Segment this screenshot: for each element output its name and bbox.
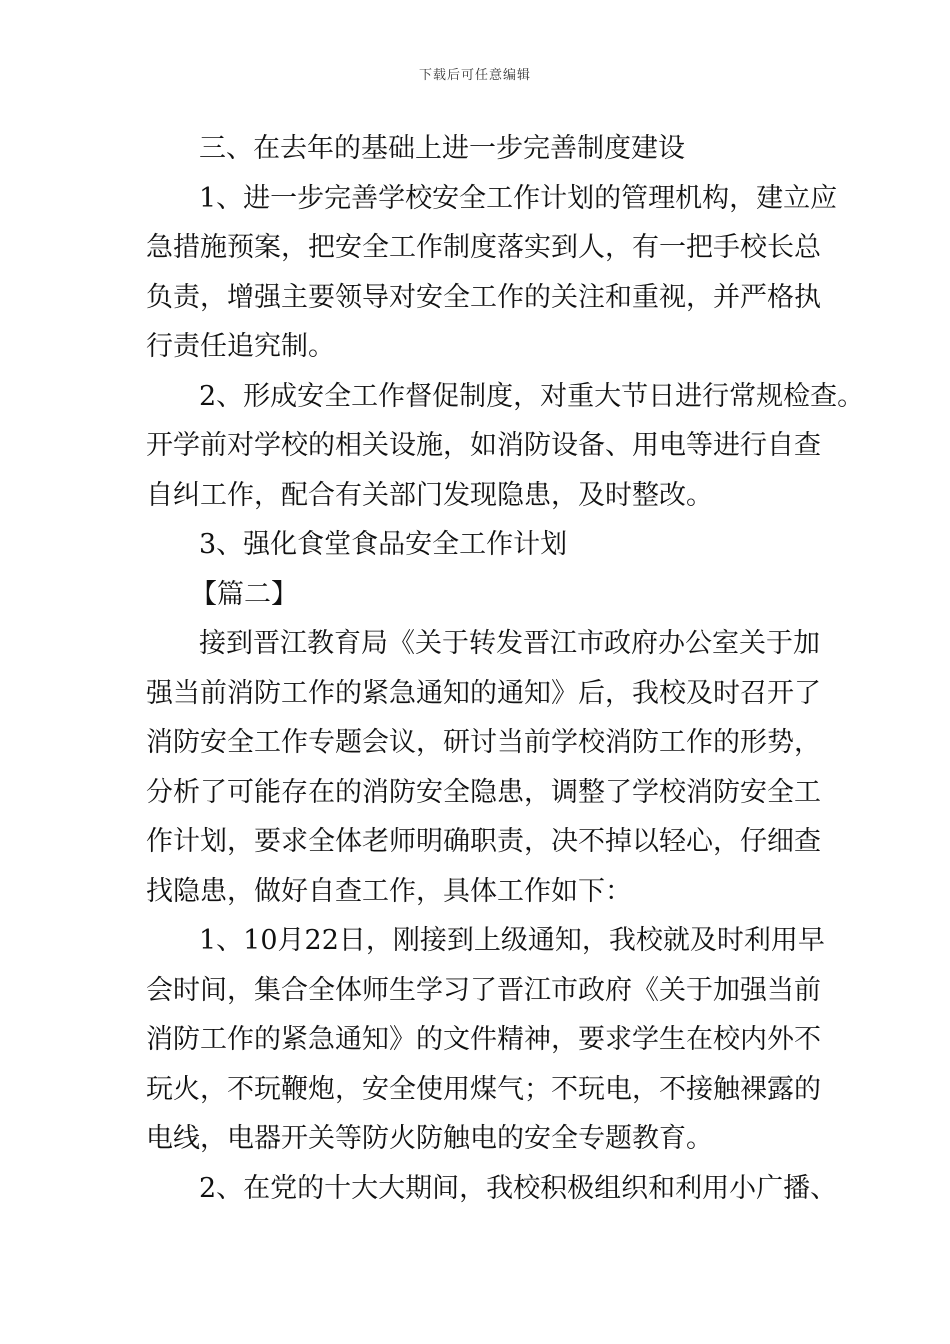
paragraph-line: 强当前消防工作的紧急通知的通知》后，我校及时召开了	[146, 677, 821, 709]
paragraph-line: 2、在党的十大大期间，我校积极组织和利用小广播、	[199, 1172, 838, 1204]
paragraph-line: 急措施预案，把安全工作制度落实到人，有一把手校长总	[146, 232, 821, 263]
paragraph-line: 消防安全工作专题会议，研讨当前学校消防工作的形势，	[146, 727, 821, 758]
section-heading: 三、在去年的基础上进一步完善制度建设	[199, 133, 685, 164]
paragraph-line: 电线，电器开关等防火防触电的安全专题教育。	[146, 1123, 713, 1154]
paragraph-line: 接到晋江教育局《关于转发晋江市政府办公室关于加	[199, 628, 820, 659]
paragraph-line: 1、10月22日，刚接到上级通知，我校就及时利用早	[199, 925, 825, 956]
paragraph-line: 找隐患，做好自查工作，具体工作如下：	[146, 875, 632, 907]
paragraph-line: 消防工作的紧急通知》的文件精神，要求学生在校内外不	[146, 1024, 821, 1055]
page-header: 下载后可任意编辑	[418, 68, 531, 83]
paragraph-line: 2、形成安全工作督促制度，对重大节日进行常规检查。	[199, 380, 865, 412]
paragraph-line: 自纠工作，配合有关部门发现隐患，及时整改。	[146, 479, 713, 511]
section-title: 【篇二】	[190, 578, 298, 610]
paragraph-line: 开学前对学校的相关设施，如消防设备、用电等进行自查	[146, 430, 821, 461]
paragraph-line: 行责任追究制。	[146, 331, 335, 362]
paragraph-line: 1、进一步完善学校安全工作计划的管理机构，建立应	[199, 182, 838, 214]
paragraph-line: 负责，增强主要领导对安全工作的关注和重视，并严格执	[146, 281, 821, 313]
paragraph-line: 作计划，要求全体老师明确职责，决不掉以轻心，仔细查	[146, 826, 821, 857]
paragraph-line: 玩火，不玩鞭炮，安全使用煤气；不玩电，不接触裸露的	[146, 1073, 821, 1105]
paragraph-line: 分析了可能存在的消防安全隐患，调整了学校消防安全工	[146, 776, 821, 808]
paragraph-line: 3、强化食堂食品安全工作计划	[199, 529, 568, 560]
document-body	[146, 124, 865, 1213]
paragraph-line: 会时间，集合全体师生学习了晋江市政府《关于加强当前	[146, 974, 821, 1006]
